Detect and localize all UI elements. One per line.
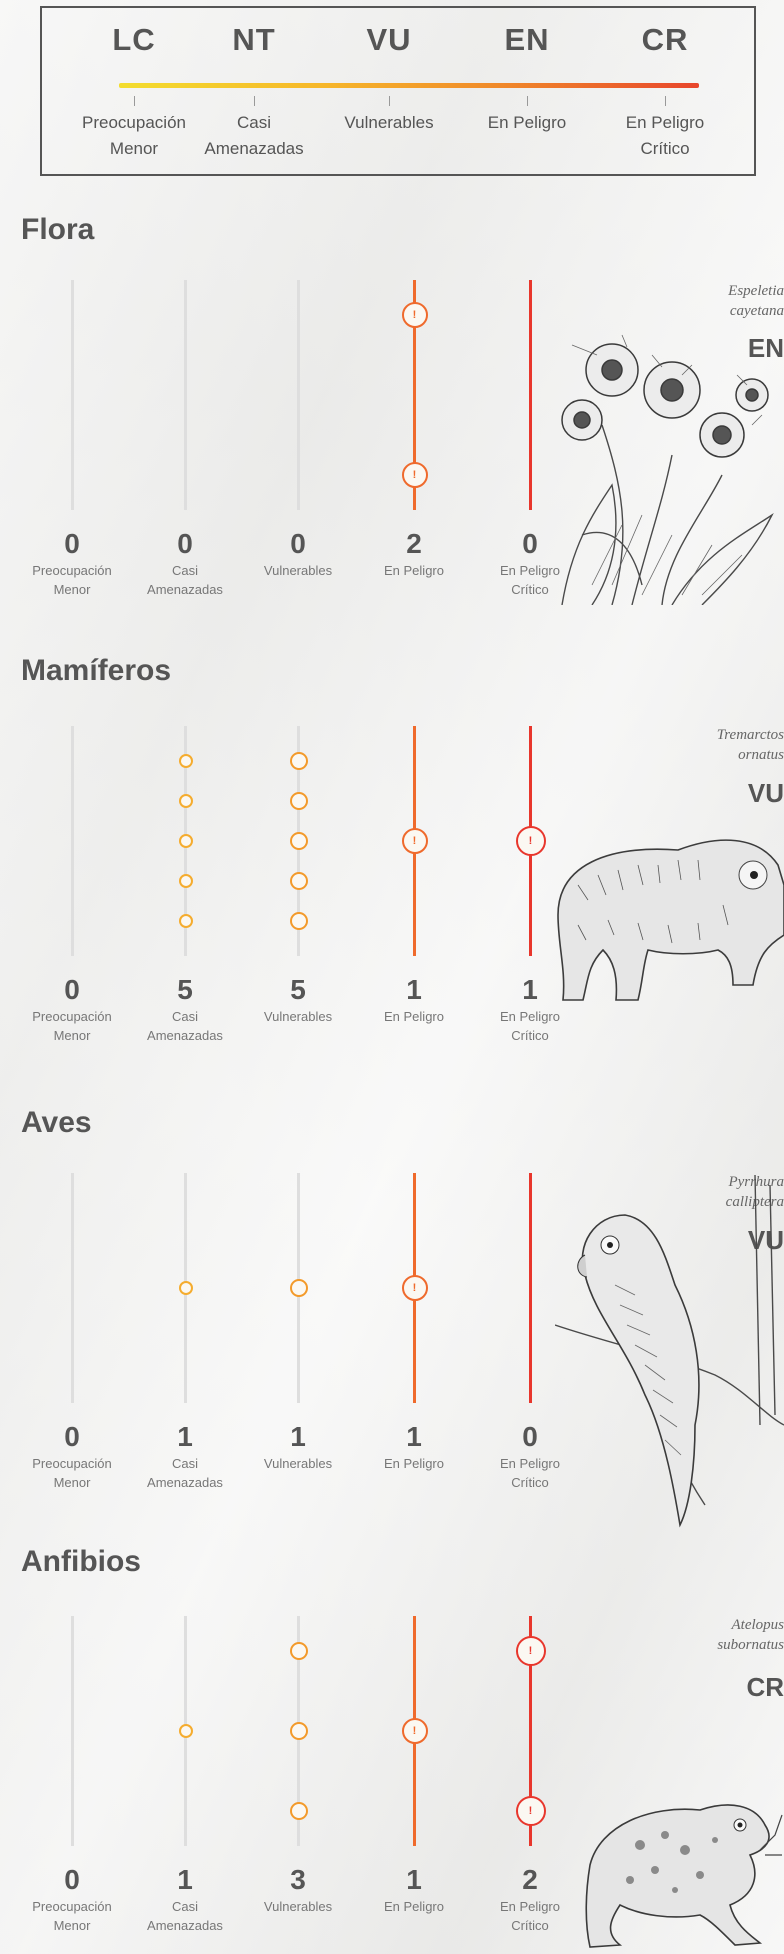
species-marker-vu — [290, 1279, 308, 1297]
species-marker-en: ! — [402, 828, 428, 854]
category-stem-lc — [71, 280, 74, 510]
species-marker-vu — [290, 752, 308, 770]
species-status-pyrrhura: VU — [747, 1225, 784, 1255]
species-marker-nt — [179, 914, 193, 928]
section-title-anfibios: Anfibios — [21, 1545, 141, 1578]
category-count-cr: 1 — [522, 974, 538, 1005]
legend-tick — [665, 96, 666, 106]
harlequin-toad-illustration — [560, 1755, 784, 1950]
category-stem-lc — [71, 726, 74, 956]
category-count-nt: 1 — [177, 1864, 193, 1895]
species-marker-vu — [290, 1802, 308, 1820]
species-marker-en: ! — [402, 1718, 428, 1744]
legend-code-cr: CR — [641, 22, 689, 57]
species-name-tremarctos: Tremarctos ornatus — [716, 727, 784, 763]
species-marker-en: ! — [402, 302, 428, 328]
species-marker-vu — [290, 872, 308, 890]
category-count-nt: 0 — [177, 528, 193, 559]
legend-code-lc: LC — [112, 22, 156, 57]
category-count-vu: 0 — [290, 528, 306, 559]
species-marker-cr: ! — [516, 1636, 546, 1666]
category-count-nt: 5 — [177, 974, 193, 1005]
category-stem-lc — [71, 1616, 74, 1846]
category-label-cr: En Peligro Crítico — [500, 1009, 560, 1043]
category-count-en: 1 — [406, 1864, 422, 1895]
species-marker-nt — [179, 1281, 193, 1295]
species-marker-cr: ! — [516, 826, 546, 856]
category-count-en: 1 — [406, 974, 422, 1005]
category-stem-nt — [184, 280, 187, 510]
species-name-pyrrhura: Pyrrhura calliptera — [725, 1174, 784, 1210]
category-stem-lc — [71, 1173, 74, 1403]
category-count-cr: 0 — [522, 1421, 538, 1452]
species-marker-vu — [290, 1642, 308, 1660]
category-count-vu: 3 — [290, 1864, 306, 1895]
category-stem-cr — [529, 280, 532, 510]
species-marker-cr: ! — [516, 1796, 546, 1826]
species-marker-en: ! — [402, 1275, 428, 1301]
section-title-mamiferos: Mamíferos — [21, 654, 172, 687]
category-label-lc: Preocupación Menor — [32, 1009, 112, 1043]
section-title-flora: Flora — [21, 213, 95, 246]
category-label-nt: Casi Amenazadas — [147, 1456, 223, 1490]
legend-tick — [527, 96, 528, 106]
legend-tick — [254, 96, 255, 106]
category-label-nt: Casi Amenazadas — [147, 563, 223, 597]
category-label-lc: Preocupación Menor — [32, 1899, 112, 1933]
species-marker-nt — [179, 794, 193, 808]
legend-code-en: EN — [504, 22, 550, 57]
category-label-vu: Vulnerables — [263, 1456, 333, 1471]
legend-label-en: En Peligro — [487, 113, 567, 132]
species-status-tremarctos: VU — [747, 778, 784, 808]
category-count-cr: 0 — [522, 528, 538, 559]
category-label-lc: Preocupación Menor — [32, 563, 112, 597]
legend-tick — [134, 96, 135, 106]
category-count-vu: 5 — [290, 974, 306, 1005]
frailejon-plant-illustration — [552, 285, 784, 605]
category-label-en: En Peligro — [384, 563, 444, 578]
species-name-atelopus: Atelopus subornatus — [717, 1617, 784, 1653]
status-gradient-bar — [119, 83, 699, 88]
category-count-vu: 1 — [290, 1421, 306, 1452]
category-label-cr: En Peligro Crítico — [500, 1456, 560, 1490]
species-marker-vu — [290, 792, 308, 810]
species-marker-nt — [179, 834, 193, 848]
category-label-en: En Peligro — [384, 1009, 444, 1024]
category-count-lc: 0 — [64, 528, 80, 559]
category-stem-cr — [529, 1173, 532, 1403]
category-label-en: En Peligro — [384, 1456, 444, 1471]
species-status-atelopus: CR — [746, 1672, 784, 1702]
section-title-aves: Aves — [21, 1106, 92, 1139]
legend-label-cr: En Peligro Crítico — [625, 113, 705, 159]
legend-label-lc: Preocupación Menor — [82, 113, 186, 159]
category-label-vu: Vulnerables — [263, 1009, 333, 1024]
species-marker-nt — [179, 754, 193, 768]
category-count-lc: 0 — [64, 974, 80, 1005]
legend-label-vu: Vulnerables — [344, 113, 434, 132]
category-label-vu: Vulnerables — [263, 1899, 333, 1914]
category-count-cr: 2 — [522, 1864, 538, 1895]
species-marker-nt — [179, 874, 193, 888]
category-label-nt: Casi Amenazadas — [147, 1009, 223, 1043]
species-status-espeletia: EN — [747, 333, 784, 363]
category-count-lc: 0 — [64, 1864, 80, 1895]
category-label-cr: En Peligro Crítico — [500, 563, 560, 597]
species-marker-nt — [179, 1724, 193, 1738]
species-marker-vu — [290, 912, 308, 930]
species-marker-en: ! — [402, 462, 428, 488]
species-name-espeletia: Espeletia cayetana — [728, 283, 784, 319]
category-stem-vu — [297, 280, 300, 510]
category-label-cr: En Peligro Crítico — [500, 1899, 560, 1933]
species-marker-vu — [290, 1722, 308, 1740]
category-count-en: 1 — [406, 1421, 422, 1452]
category-count-lc: 0 — [64, 1421, 80, 1452]
category-label-vu: Vulnerables — [263, 563, 333, 578]
category-count-nt: 1 — [177, 1421, 193, 1452]
status-legend — [40, 6, 756, 176]
category-label-lc: Preocupación Menor — [32, 1456, 112, 1490]
species-marker-vu — [290, 832, 308, 850]
category-label-en: En Peligro — [384, 1899, 444, 1914]
legend-code-vu: VU — [366, 22, 412, 57]
category-label-nt: Casi Amenazadas — [147, 1899, 223, 1933]
category-count-en: 2 — [406, 528, 422, 559]
legend-code-nt: NT — [232, 22, 276, 57]
legend-label-nt: Casi Amenazadas — [204, 113, 304, 159]
legend-tick — [389, 96, 390, 106]
